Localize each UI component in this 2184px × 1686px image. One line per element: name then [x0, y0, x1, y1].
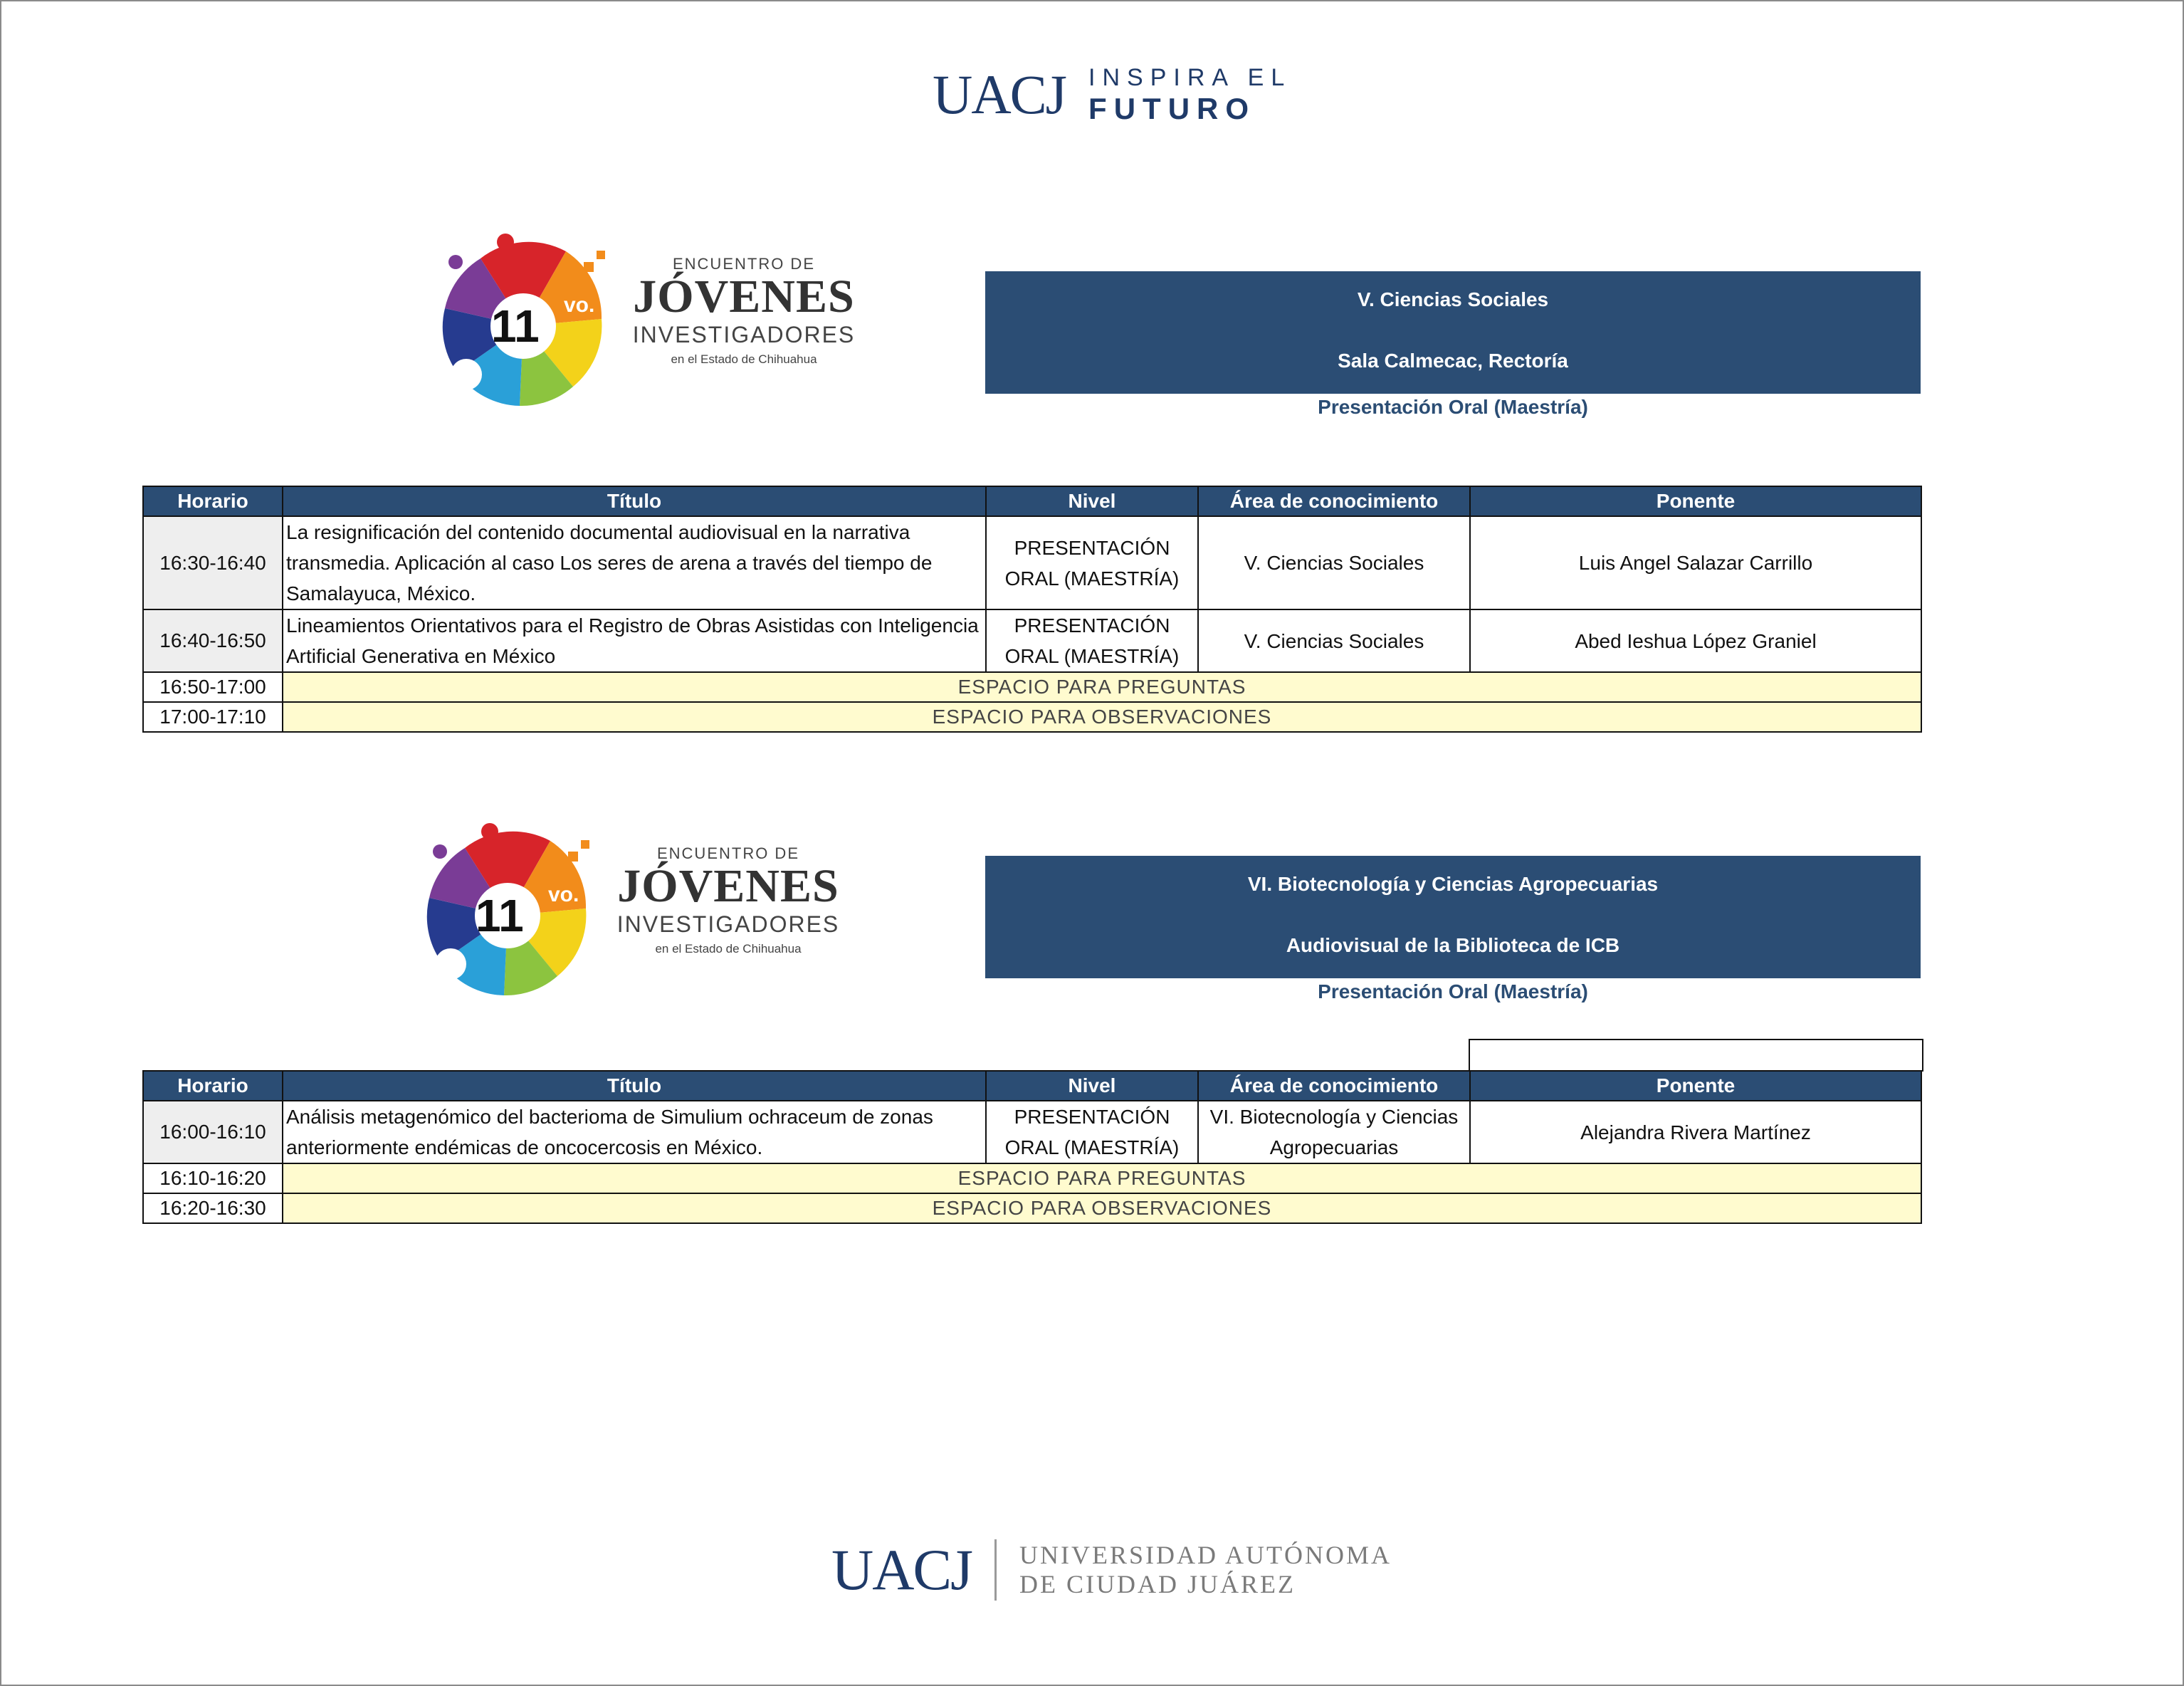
questions-label: ESPACIO PARA PREGUNTAS [283, 1163, 1921, 1193]
university-name [1019, 1541, 1392, 1600]
col-header-nivel: Nivel [986, 486, 1198, 516]
session-type: Presentación Oral (Maestría) [1318, 980, 1588, 1002]
row-area: VI. Biotecnología y Ciencias Agropecuarias [1198, 1101, 1470, 1163]
col-header-area: Área de conocimiento [1198, 1071, 1470, 1101]
event-line2: JÓVENES [633, 271, 855, 323]
event-logo-text [626, 255, 861, 367]
row-title: Lineamientos Orientativos para el Registro de Obras Asistidas con Inteligencia Artificial Generativa en México [283, 609, 986, 672]
row-title: Análisis metagenómico del bacterioma de Simulium ochraceum de zonas anteriormente endémicas de oncocercosis en México. [283, 1101, 986, 1163]
session-area: VI. Biotecnología y Ciencias Agropecuarias [1247, 873, 1659, 895]
event-line4: en el Estado de Chihuahua [671, 352, 817, 366]
empty-cell [1469, 1039, 1923, 1072]
table-header-row [143, 486, 1921, 516]
event-line1: ENCUENTRO DE [656, 844, 799, 862]
observations-row [143, 1193, 1921, 1223]
row-time: 16:00-16:10 [143, 1101, 283, 1163]
observations-row [143, 702, 1921, 732]
header-logo [933, 63, 1291, 127]
svg-text:vo.: vo. [564, 293, 595, 317]
table-row [143, 1101, 1921, 1163]
observations-label: ESPACIO PARA OBSERVACIONES [283, 1193, 1921, 1223]
event-line1: ENCUENTRO DE [672, 255, 815, 273]
row-area: V. Ciencias Sociales [1198, 516, 1470, 609]
col-header-titulo: Título [283, 1071, 986, 1101]
footer-logo [831, 1538, 1392, 1602]
row-level: PRESENTACIÓN ORAL (MAESTRÍA) [986, 1101, 1198, 1163]
table-row [143, 609, 1921, 672]
row-speaker: Alejandra Rivera Martínez [1470, 1101, 1921, 1163]
col-header-area: Área de conocimiento [1198, 486, 1470, 516]
event-line3: INVESTIGADORES [632, 322, 856, 347]
row-time: 16:50-17:00 [143, 672, 283, 702]
row-time: 16:30-16:40 [143, 516, 283, 609]
row-time: 16:20-16:30 [143, 1193, 283, 1223]
uacj-wordmark: UACJ [933, 63, 1066, 125]
svg-text:11: 11 [476, 890, 524, 941]
event-line3: INVESTIGADORES [616, 911, 840, 937]
event-line2: JÓVENES [617, 860, 839, 912]
session-type: Presentación Oral (Maestría) [1318, 396, 1588, 418]
questions-row [143, 672, 1921, 702]
row-speaker: Luis Angel Salazar Carrillo [1470, 516, 1921, 609]
row-time: 16:40-16:50 [143, 609, 283, 672]
session-banner [985, 856, 1921, 978]
flower-icon [413, 219, 641, 426]
event-logo [413, 219, 868, 426]
col-header-ponente: Ponente [1470, 486, 1921, 516]
questions-row [143, 1163, 1921, 1193]
tagline-line2: FUTURO [1088, 92, 1256, 125]
session-room: Sala Calmecac, Rectoría [1338, 350, 1568, 372]
row-area: V. Ciencias Sociales [1198, 609, 1470, 672]
table-header-row [143, 1071, 1921, 1101]
row-level: PRESENTACIÓN ORAL (MAESTRÍA) [986, 516, 1198, 609]
col-header-ponente: Ponente [1470, 1071, 1921, 1101]
observations-label: ESPACIO PARA OBSERVACIONES [283, 702, 1921, 732]
row-time: 16:10-16:20 [143, 1163, 283, 1193]
col-header-horario: Horario [143, 1071, 283, 1101]
row-time: 17:00-17:10 [143, 702, 283, 732]
tagline-line1: INSPIRA EL [1088, 64, 1292, 91]
questions-label: ESPACIO PARA PREGUNTAS [283, 672, 1921, 702]
row-speaker: Abed Ieshua López Graniel [1470, 609, 1921, 672]
event-logo [397, 809, 853, 1015]
svg-text:vo.: vo. [548, 883, 579, 906]
flower-icon [397, 809, 625, 1015]
col-header-titulo: Título [283, 486, 986, 516]
tagline [1088, 66, 1291, 124]
session-banner [985, 271, 1921, 394]
uacj-wordmark: UACJ [831, 1537, 972, 1602]
row-level: PRESENTACIÓN ORAL (MAESTRÍA) [986, 609, 1198, 672]
col-header-nivel: Nivel [986, 1071, 1198, 1101]
col-header-horario: Horario [143, 486, 283, 516]
svg-text:11: 11 [491, 300, 540, 352]
university-line2: DE CIUDAD JUÁREZ [1019, 1570, 1296, 1598]
university-line1: UNIVERSIDAD AUTÓNOMA [1019, 1540, 1392, 1569]
footer-divider [994, 1539, 997, 1601]
schedule-table [142, 486, 1922, 733]
event-line4: en el Estado de Chihuahua [655, 942, 802, 955]
table-row [143, 516, 1921, 609]
session-room: Audiovisual de la Biblioteca de ICB [1286, 934, 1620, 956]
row-title: La resignificación del contenido documental audiovisual en la narrativa transmedia. Aplicación al caso Los seres de arena a través del tiempo de Samalayuca, México. [283, 516, 986, 609]
session-area: V. Ciencias Sociales [1357, 288, 1549, 310]
schedule-table [142, 1070, 1922, 1224]
event-logo-text [611, 844, 846, 956]
